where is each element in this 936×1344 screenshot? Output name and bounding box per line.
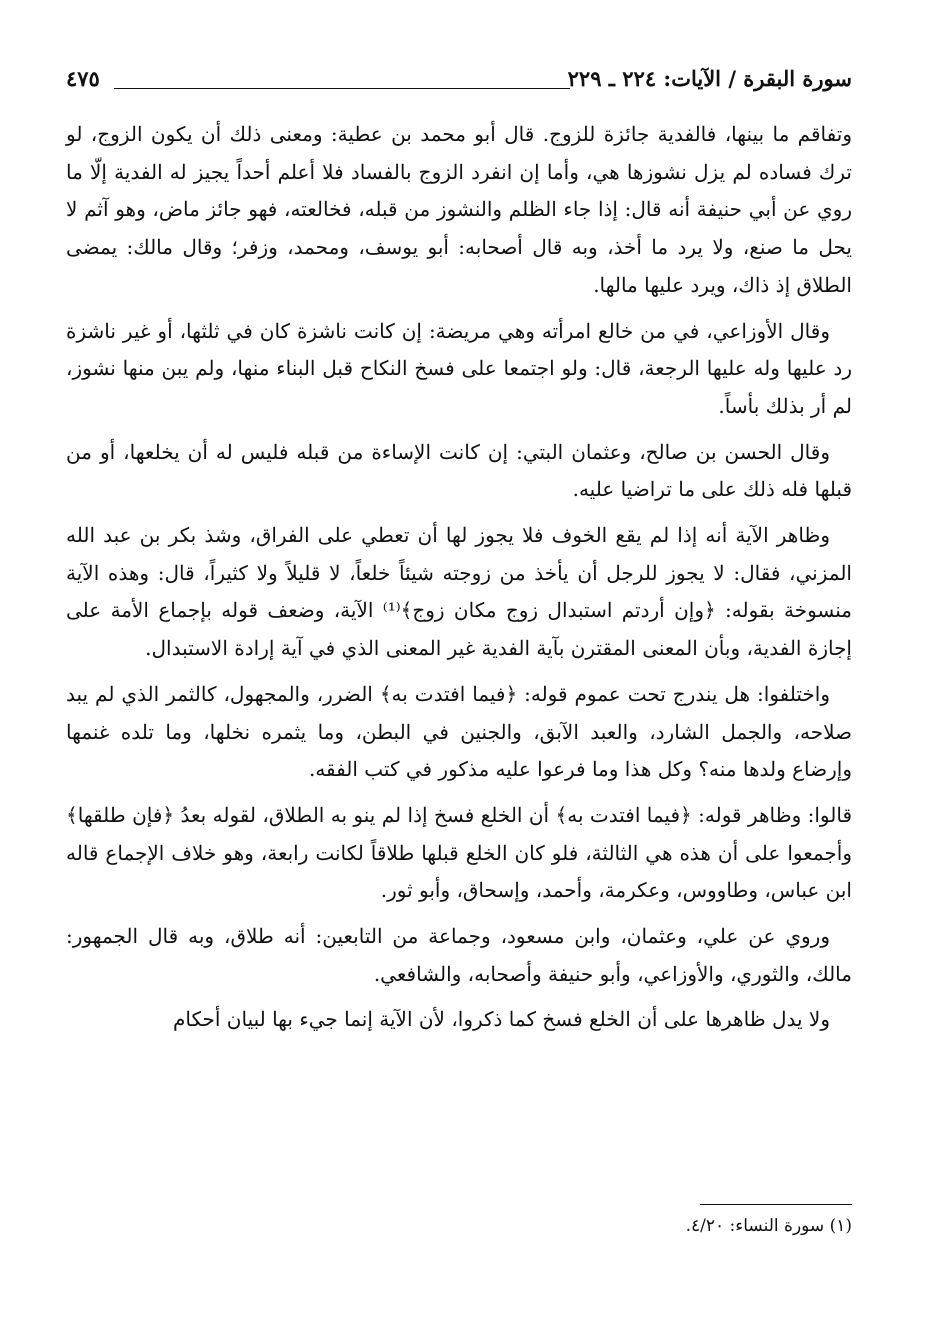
paragraph-4: وظاهر الآية أنه إذا لم يقع الخوف فلا يجوز لها أن تعطي على الفراق، وشذ بكر بن عبد الله المزني، فقال: لا يجوز للرجل أن يأخذ من زوجته شيئاً خلعاً، لا قليلاً ولا كثيراً، قال: وهذه الآية منسوخة بقوله: ﴿وإن أردتم استبدال زوج مكان زوج﴾⁽¹⁾ الآية، وضعف قوله بإجماع الأمة على إجازة الفدية، وبأن المعنى المقترن بآية الفدية غير المعنى الذي في آية إرادة الاستبدال. <box>66 523 852 661</box>
page-number: ٤٧٥ <box>66 66 100 91</box>
paragraph-7: وروي عن علي، وعثمان، وابن مسعود، وجماعة من التابعين: أنه طلاق، وبه قال الجمهور: مالك، والثوري، والأوزاعي، وأبو حنيفة وأصحابه، والشافعي. <box>66 924 852 986</box>
paragraph-5: واختلفوا: هل يندرج تحت عموم قوله: ﴿فيما افتدت به﴾ الضرر، والمجهول، كالثمر الذي لم يبد صلاحه، والجمل الشارد، والعبد الآبق، والجنين في البطن، وما يثمره نخلها، وما تلده غنمها وإرضاع ولدها منه؟ وكل هذا وما فرعوا عليه مذكور في كتب الفقه. <box>66 681 852 782</box>
paragraph-6: قالوا: وظاهر قوله: ﴿فيما افتدت به﴾ أن الخلع فسخ إذا لم ينو به الطلاق، لقوله بعدُ ﴿فإن طلقها﴾ وأجمعوا على أن هذه هي الثالثة، فلو كان الخلع قبلها طلاقاً لكانت رابعة، وهو خلاف الإجماع قاله ابن عباس، وطاووس، وعكرمة، وأحمد، وإسحاق، وأبو ثور. <box>66 802 852 903</box>
paragraph-1: وتفاقم ما بينها، فالفدية جائزة للزوج. قال أبو محمد بن عطية: ومعنى ذلك أن يكون الزوج، لو ترك فساده لم يزل نشوزها هي، وأما إن انفرد الزوج بالفساد فلا أعلم أحداً يجيز له الفدية إلّا ما روي عن أبي حنيفة أنه قال: إذا جاء الظلم والنشوز من قبله، فخالعته، فهو جائز ماض، وهو آثم لا يحل ما صنع، ولا يرد ما أخذ، وبه قال أصحابه: أبو يوسف، ومحمد، وزفر؛ وقال مالك: يمضى الطلاق إذ ذاك، ويرد عليها مالها. <box>66 122 852 297</box>
header-rule <box>114 88 570 89</box>
paragraph-8: ولا يدل ظاهرها على أن الخلع فسخ كما ذكروا، لأن الآية إنما جيء بها لبيان أحكام <box>172 1007 830 1032</box>
footnote: (١) سورة النساء: ٤/٢٠. <box>685 1216 852 1236</box>
paragraph-2: وقال الأوزاعي، في من خالع امرأته وهي مريضة: إن كانت ناشزة كان في ثلثها، أو غير ناشزة رد عليها وله عليها الرجعة، قال: ولو اجتمعا على فسخ النكاح قبل البناء منها، ولم يبن منها نشوز، لم أر بذلك بأساً. <box>66 318 852 418</box>
paragraph-3: وقال الحسن بن صالح، وعثمان البتي: إن كانت الإساءة من قبله فليس له أن يخلعها، أو من قبلها فله ذلك على ما تراضيا عليه. <box>66 439 852 502</box>
header-title: سورة البقرة / الآيات: ٢٢٤ ـ ٢٢٩ <box>567 66 852 91</box>
body-text <box>66 116 852 1047</box>
running-header <box>66 62 852 102</box>
footnote-rule <box>700 1204 852 1205</box>
